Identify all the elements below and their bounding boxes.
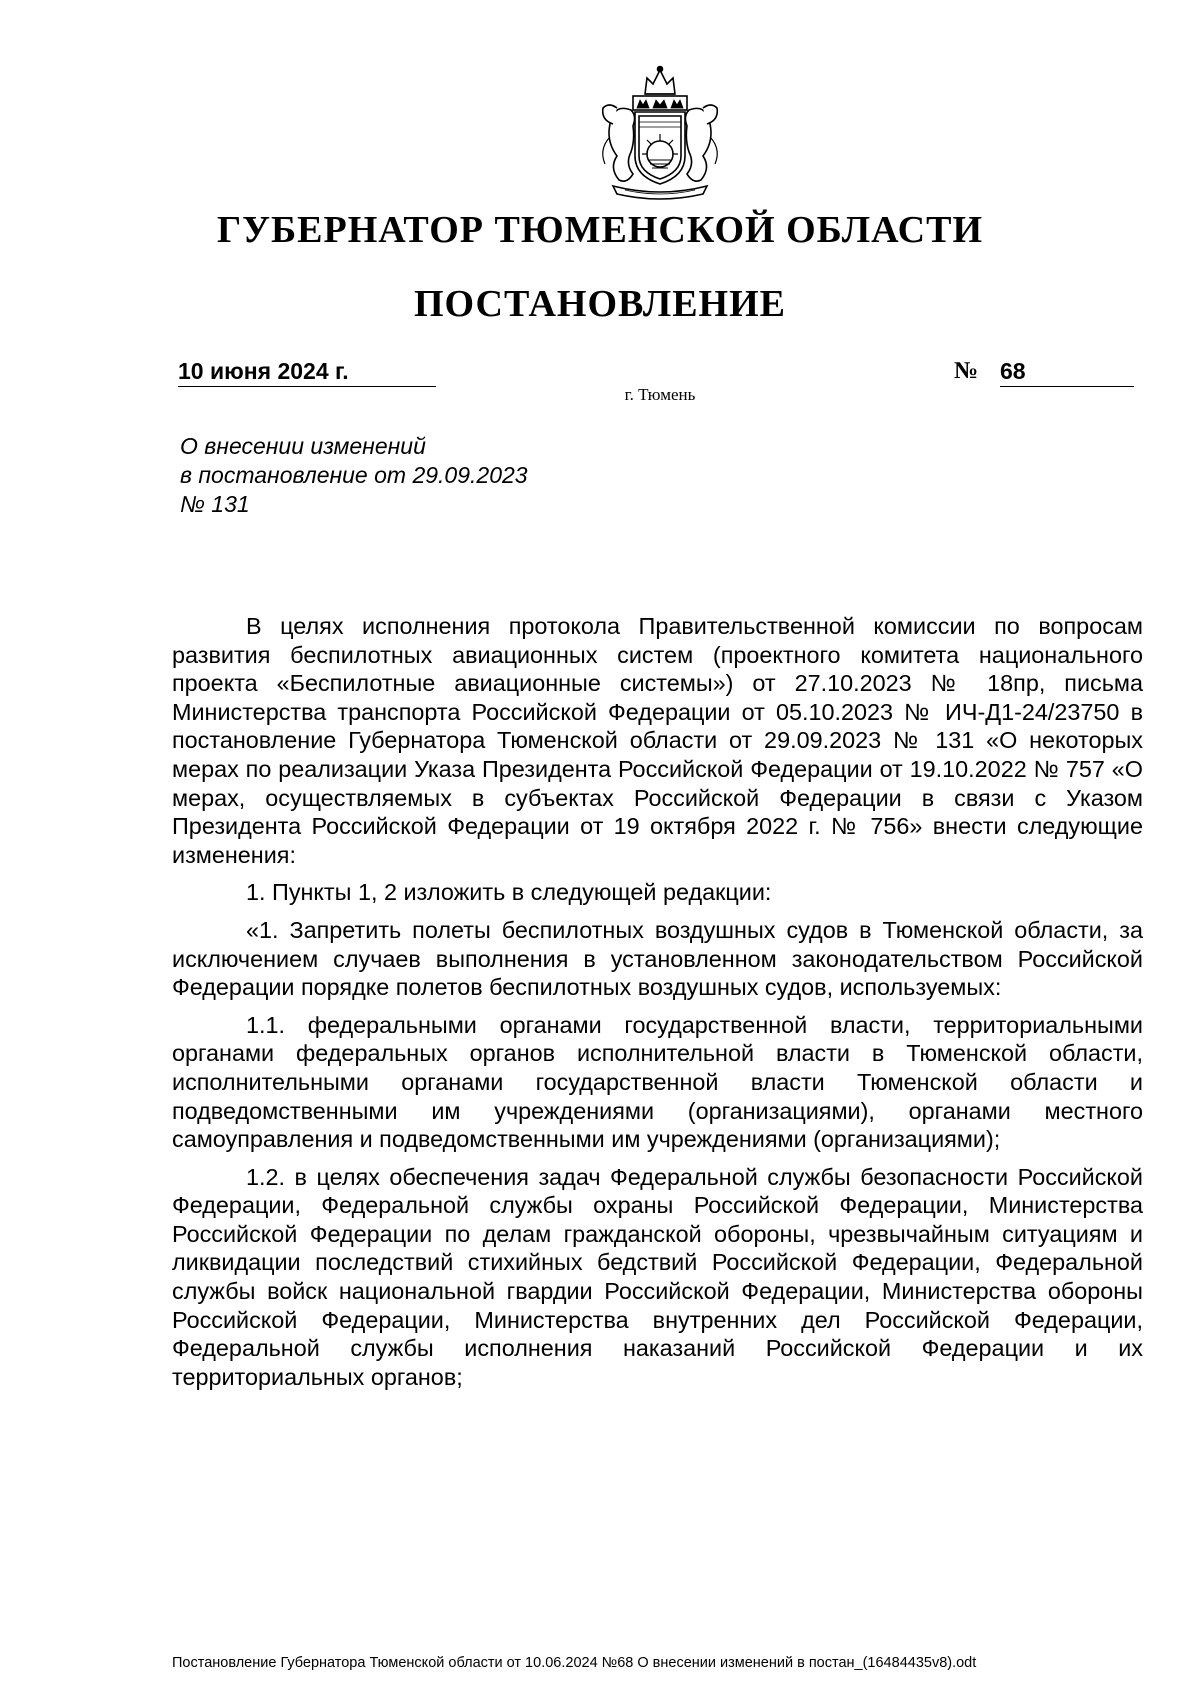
document-body — [172, 612, 1143, 1400]
page-footer: Постановление Губернатора Тюменской области от 10.06.2024 №68 О внесении изменений в постан_(16484435v8).odt — [172, 1655, 977, 1671]
body-paragraph: В целях исполнения протокола Правительственной комиссии по вопросам развития беспилотных авиационных систем (проектного комитета национального проекта «Беспилотные авиационные системы») от 27.10.2023 № 18пр, письма Министерства транспорта Российской Федерации от 05.10.2023 № ИЧ-Д1-24/23750 в постановление Губернатора Тюменской области от 29.09.2023 № 131 «О некоторых мерах по реализации Указа Президента Российской Федерации от 19.10.2022 № 757 «О мерах, осуществляемых в субъектах Российской Федерации в связи с Указом Президента Российской Федерации от 19 октября 2022 г. № 756» внести следующие изменения: — [172, 613, 1143, 868]
subject-line: в постановление от 29.09.2023 — [180, 462, 528, 488]
body-paragraph: 1.2. в целях обеспечения задач Федеральной службы безопасности Российской Федерации, Федеральной службы охраны Российской Федерации, Министерства Российской Федерации по делам гражданской обороны, чрезвычайным ситуациям и ликвидации последствий стихийных бедствий Российской Федерации, Федеральной службы войск национальной гвардии Российской Федерации, Министерства обороны Российской Федерации, Министерства внутренних дел Российской Федерации, Федеральной службы исполнения наказаний Российской Федерации и их территориальных органов; — [172, 1163, 1143, 1390]
subject-line: О внесении изменений — [180, 433, 426, 459]
document-type: ПОСТАНОВЛЕНИЕ — [413, 283, 787, 325]
body-paragraph: 1.1. федеральными органами государственной власти, территориальными органами федеральных органов исполнительной власти в Тюменской области, исполнительными органами государственной власти Тюменской области и подведомственными им учреждениями (организациями), органами местного самоуправления и подведомственными им учреждениями (организациями); — [172, 1011, 1143, 1153]
document-number: 68 — [1000, 356, 1134, 387]
organization-title: ГУБЕРНАТОР ТЮМЕНСКОЙ ОБЛАСТИ — [216, 209, 984, 251]
subject-line: № 131 — [180, 491, 250, 517]
number-sign: № — [954, 358, 979, 384]
document-date: 10 июня 2024 г. — [178, 356, 436, 387]
city: г. Тюмень — [624, 385, 696, 404]
document-subject — [180, 432, 680, 519]
coat-of-arms-icon — [595, 64, 725, 202]
body-paragraph: 1. Пункты 1, 2 изложить в следующей редакции: — [246, 879, 772, 906]
body-paragraph: «1. Запретить полеты беспилотных воздушных судов в Тюменской области, за исключением случаев выполнения в установленном законодательством Российской Федерации порядке полетов беспилотных воздушных судов, используемых: — [172, 916, 1143, 1001]
